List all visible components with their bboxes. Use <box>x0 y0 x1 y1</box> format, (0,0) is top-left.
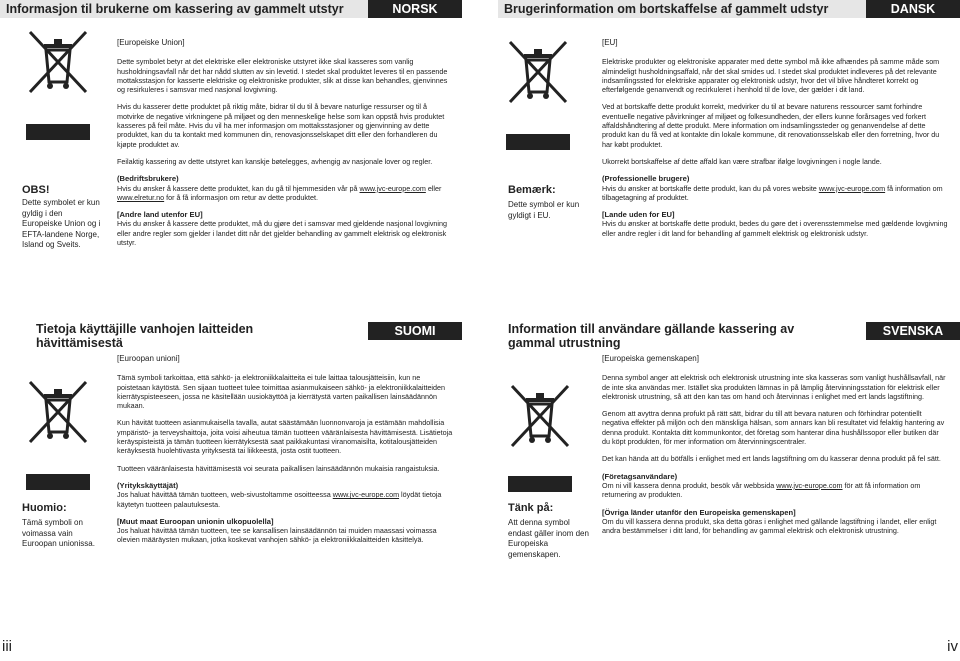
region-heading: [Euroopan unioni] <box>117 354 180 363</box>
website-link[interactable]: www.jvc-europe.com <box>359 183 426 193</box>
paragraph: Om ni vill kassera denna produkt, besök vår webbsida www.jvc-europe.com för att få information om returnering av produkten. <box>602 480 921 500</box>
section-body <box>602 38 948 246</box>
website-link[interactable]: www.jvc-europe.com <box>776 480 843 490</box>
paragraph: Hvis du ønsker å kassere dette produktet, kan du gå til hjemmesiden vår på www.jvc-europe.com eller www.elretur.no for å få informasjon om retur av dette produktet. <box>117 183 442 202</box>
crossed-bin-icon <box>506 38 570 106</box>
side-label: Bemærk: <box>508 184 556 196</box>
paragraph: Hvis du ønsker å kassere dette produktet, må du gjøre det i samsvar med gjeldende nasjonal lovgivning eller andre regler som gjelder i landet ditt når det gjelder behandling av gammelt elektrisk og elektronisk utstyr. <box>117 219 447 248</box>
paragraph: Ved at bortskaffe dette produkt korrekt, medvirker du til at bevare naturens ressourcer samt forhindre eventuelle negative påvirkninger af miljøet og folkesundheden, der ellers kunne forårsages ved forkert affaldshåndtering af dette produkt. Mere information om indsamlingssteder og genanvendelse af dette produkt kan du få ved at kontakte din lokale kommune, dit renovationsselskab eller den forretning, hvor du har købt produktet. <box>602 102 940 149</box>
side-text: Att denna symbol endast gäller inom den Europeiska gemenskapen. <box>508 518 589 559</box>
paragraph: Kun hävität tuotteen asianmukaisella tavalla, autat säästämään luonnonvaroja ja estämään mahdollisia ympäristö- ja terveyshaittoja, joita voisi aiheutua tämän tuotteen vääränlaisesta hävittämisestä. Lisätietoja keräyspisteistä ja tämän tuotteen kierrätyksestä saat paikkakuntasi viranomaisilta, kotitalousjätteiden keräyksestä huolehtivasta yrityksestä tai liikkeestä, josta ostit tuotteen. <box>117 418 453 456</box>
paragraph: Tuotteen vääränlaisesta hävittämisestä voi seurata paikallisen lainsäädännön mukaisia rangaistuksia. <box>117 463 440 473</box>
paragraph: Jos haluat hävittää tämän tuotteen, tee se kansallisen lainsäädännön tai muiden maassasi voimassa olevien määräysten mukaan, jotka koskevat vanhojen sähkö- ja elektroniikkalaitteiden käsittelyä. <box>117 526 437 545</box>
language-tag: DANSK <box>866 0 960 18</box>
language-tag: NORSK <box>368 0 462 18</box>
paragraph: Hvis du ønsker at bortskaffe dette produkt, kan du på vores website www.jvc-europe.com få information om tilbagetagning af produktet. <box>602 183 943 202</box>
svenska-section <box>498 318 960 638</box>
subheading: (Professionelle brugere) <box>602 174 690 184</box>
paragraph: Hvis du kasserer dette produktet på riktig måte, bidrar til du til å bevare naturlige ressurser og til å motvirke de negative virkningene på miljøet og den menneskelige helse som kan oppstå hvis produktet kasseres på feil måte. Hvis du vil ha mer informasjon om mottaksstasjoner og gjenvinning av dette produktet, kan du ta kontakt med kommunen din, renovasjonsselskapet ditt eller den forhandleren du kjøpte produktet av. <box>117 102 445 149</box>
side-label: Huomio: <box>22 502 67 514</box>
paragraph: Det kan hända att du bötfälls i enlighet med ert lands lagstiftning om du kasserar denna produkt på fel sätt. <box>602 454 941 464</box>
website-link[interactable]: www.jvc-europe.com <box>332 490 400 500</box>
side-text: Tämä symboli on voimassa vain Euroopan unionissa. <box>22 518 95 548</box>
symbol-bar <box>26 124 90 140</box>
language-tag: SUOMI <box>368 322 462 340</box>
region-heading: [Europeiske Union] <box>117 38 185 47</box>
section-body <box>602 354 948 543</box>
section-title: Information till användare gällande kassering av gammal utrustning <box>508 322 795 350</box>
paragraph: Tämä symboli tarkoittaa, että sähkö- ja elektroniikkalaitteita ei tule laittaa talousjätteisiin, kun ne poistetaan käytöstä. Sen sijaan tuotteet tulee toimittaa asianmukaiseen sähkö- ja elektroniikkalaitteiden kierrätyspisteeseen, jossa ne käsitellään uusiokäyttöä ja kierrätystä varten paikallisen lainsäädännön mukaan. <box>117 373 446 411</box>
paragraph: Feilaktig kassering av dette utstyret kan kanskje bøtelegges, avhengig av nasjonale lover og regler. <box>117 156 433 166</box>
region-heading: [EU] <box>602 38 618 47</box>
paragraph: Dette symbolet betyr at det elektriske eller elektroniske utstyret ikke skal kasseres som vanlig husholdningsavfall når det har nådd slutten av sin levetid. I stedet skal produktet leveres til en passende mottaksstasjon for kasserte elektriske og elektroniske produkter, slik at disse kan behandles, gjenvinnes og resirkuleres i samsvar med nasjonal lovgivning. <box>117 57 448 95</box>
page-number-left: iii <box>2 638 12 655</box>
side-label: Tänk på: <box>508 502 554 514</box>
symbol-bar <box>506 134 570 150</box>
paragraph: Jos haluat hävittää tämän tuotteen, web-sivustoltamme osoitteessa www.jvc-europe.com löydät tietoja käytetyn tuotteen palautuksesta. <box>117 490 442 509</box>
paragraph: Genom att avyttra denna profukt på rätt sätt, bidrar du till att bevara naturen och förhindrar potentiellt negativa effekter på miljön och den mänskliga hälsan, som annars kan bli resultatet vid felaktig hantering av denna produkt. Kontakta ditt kommunkontor, det företag som hanterar dina hushållssopor eller butiken där du köpt produkten, för mer information om återvinningscentraler. <box>602 409 945 447</box>
crossed-bin-icon <box>508 382 572 450</box>
language-tag: SVENSKA <box>866 322 960 340</box>
symbol-sidebar <box>498 318 594 618</box>
symbol-sidebar <box>498 0 594 290</box>
section-title: Tietoja käyttäjille vanhojen laitteiden hävittämisestä <box>36 322 254 350</box>
section-body <box>117 38 455 255</box>
subheading: [Andre land utenfor EU] <box>117 210 203 220</box>
symbol-sidebar <box>0 0 101 290</box>
dansk-section <box>498 0 960 300</box>
symbol-bar <box>26 474 90 490</box>
side-text: Dette symbol er kun gyldigt i EU. <box>508 200 580 220</box>
subheading: (Bedriftsbrukere) <box>117 174 179 184</box>
website-link[interactable]: www.jvc-europe.com <box>818 183 886 193</box>
subheading: (Företagsanvändare) <box>602 471 678 481</box>
paragraph: Elektriske produkter og elektroniske apparater med dette symbol må ikke afhændes på samme måde som almindeligt husholdningsaffald, når det skal smides ud. I stedet skal produktet indleveres på det relevante indsamlingssted for elektriske apparater og elektronisk udstyr, hvor det vil blive håndteret korrekt og efterfølgende genanvendt og recirkuleret i henhold til de love, der gælder i dit land. <box>602 57 940 95</box>
side-text: Dette symbolet er kun gyldig i den Europeiske Union og i EFTA-landene Norge, Island og Sveits. <box>22 198 101 249</box>
paragraph: Hvis du ønsker at bortskaffe dette produkt, bedes du gøre det i overensstemmelse med gældende lovgivning eller andre regler i dit land for behandling af gammelt elektrisk og elektronisk udstyr. <box>602 219 948 238</box>
region-heading: [Europeiska gemenskapen] <box>602 354 699 363</box>
suomi-section <box>0 318 462 638</box>
crossed-bin-icon <box>26 378 90 446</box>
page-number-right: iv <box>947 638 958 655</box>
subheading: (Yritykskäyttäjät) <box>117 480 179 490</box>
subheading: [Lande uden for EU] <box>602 210 675 220</box>
section-title: Brugerinformation om bortskaffelse af gammelt udstyr <box>504 2 829 16</box>
symbol-bar <box>508 476 572 492</box>
crossed-bin-icon <box>26 28 90 96</box>
side-label: OBS! <box>22 184 50 196</box>
subheading: [Muut maat Euroopan unionin ulkopuolella] <box>117 516 274 526</box>
symbol-sidebar <box>0 318 96 618</box>
section-body <box>117 354 455 553</box>
elretur-link[interactable]: www.elretur.no <box>117 192 165 202</box>
paragraph: Denna symbol anger att elektrisk och elektronisk utrustning inte ska kasseras som vanligt hushållsavfall, när de inte ska användas mer. Istället ska produkten lämnas in på lämplig återvinningsstation för elektrisk eller elektronisk utrustning, så att den kan tas om hand och återvinnas i enlighet med ert lands lagstiftning. <box>602 373 946 401</box>
paragraph: Om du vill kassera denna produkt, ska detta göras i enlighet med gällande lagstiftning i landet, eller enligt andra bestämmelser i ditt land, för behandling av gammal elektrisk och elektronisk utrustning. <box>602 516 937 536</box>
subheading: [Övriga länder utanför den Europeiska gemenskapen] <box>602 507 796 517</box>
paragraph: Ukorrekt bortskaffelse af dette affald kan være strafbar ifølge lovgivningen i nogle lande. <box>602 156 882 166</box>
norsk-section <box>0 0 462 300</box>
section-title: Informasjon til brukerne om kassering av gammelt utstyr <box>6 2 344 16</box>
